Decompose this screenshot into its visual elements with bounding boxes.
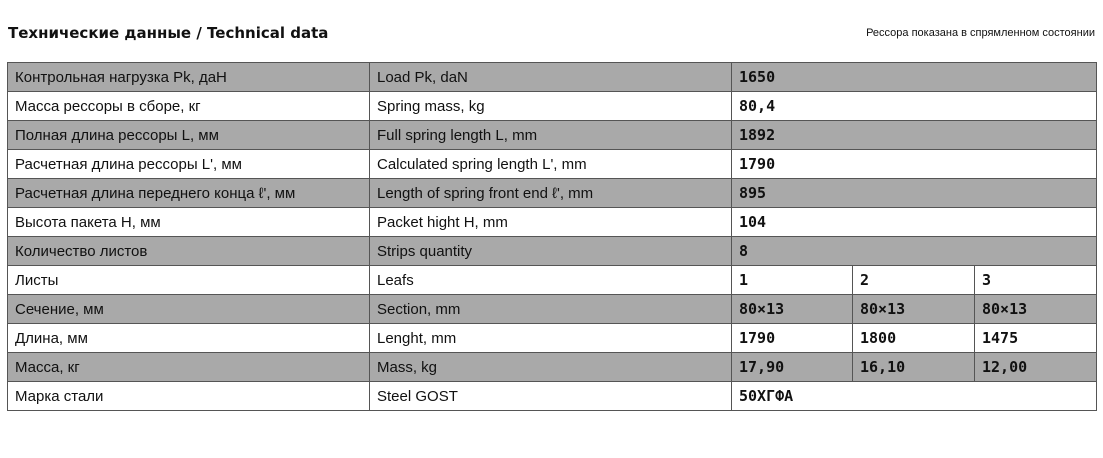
table-row — [8, 121, 1097, 150]
row-label-en: Lenght, mm — [370, 324, 732, 353]
row-value: 1790 — [732, 150, 1097, 179]
table-row — [8, 208, 1097, 237]
leaf-1-value: 1 — [732, 266, 853, 295]
row-label-ru: Расчетная длина переднего конца ℓ', мм — [8, 179, 370, 208]
table-row — [8, 353, 1097, 382]
row-value: 1892 — [732, 121, 1097, 150]
row-label-en: Length of spring front end ℓ', mm — [370, 179, 732, 208]
technical-data-table — [7, 62, 1097, 411]
table-row — [8, 92, 1097, 121]
leaf-2-value: 80×13 — [853, 295, 975, 324]
row-label-ru: Марка стали — [8, 382, 370, 411]
row-label-en: Section, mm — [370, 295, 732, 324]
row-label-en: Spring mass, kg — [370, 92, 732, 121]
table-row — [8, 266, 1097, 295]
row-label-ru: Высота пакета Н, мм — [8, 208, 370, 237]
leaf-2-value: 2 — [853, 266, 975, 295]
row-label-ru: Листы — [8, 266, 370, 295]
row-label-en: Calculated spring length L', mm — [370, 150, 732, 179]
row-value: 895 — [732, 179, 1097, 208]
leaf-1-value: 17,90 — [732, 353, 853, 382]
row-label-en: Mass, kg — [370, 353, 732, 382]
leaf-3-value: 3 — [975, 266, 1097, 295]
leaf-3-value: 12,00 — [975, 353, 1097, 382]
row-label-ru: Контрольная нагрузка Pk, даН — [8, 63, 370, 92]
row-value: 8 — [732, 237, 1097, 266]
row-label-ru: Масса рессоры в сборе, кг — [8, 92, 370, 121]
table-row — [8, 237, 1097, 266]
table-row — [8, 295, 1097, 324]
page-title: Технические данные / Technical data — [8, 24, 329, 42]
row-value: 1650 — [732, 63, 1097, 92]
table-row — [8, 150, 1097, 179]
row-label-en: Full spring length L, mm — [370, 121, 732, 150]
leaf-3-value: 1475 — [975, 324, 1097, 353]
table-row — [8, 63, 1097, 92]
leaf-2-value: 1800 — [853, 324, 975, 353]
row-label-ru: Полная длина рессоры L, мм — [8, 121, 370, 150]
row-label-ru: Масса, кг — [8, 353, 370, 382]
leaf-3-value: 80×13 — [975, 295, 1097, 324]
row-label-ru: Расчетная длина рессоры L', мм — [8, 150, 370, 179]
row-label-en: Steel GOST — [370, 382, 732, 411]
leaf-1-value: 1790 — [732, 324, 853, 353]
row-value: 104 — [732, 208, 1097, 237]
leaf-2-value: 16,10 — [853, 353, 975, 382]
row-label-ru: Сечение, мм — [8, 295, 370, 324]
row-value: 80,4 — [732, 92, 1097, 121]
leaf-1-value: 80×13 — [732, 295, 853, 324]
table-row — [8, 324, 1097, 353]
table-row — [8, 179, 1097, 208]
row-label-en: Packet hight H, mm — [370, 208, 732, 237]
table-row — [8, 382, 1097, 411]
header-note: Рессора показана в спрямленном состоянии — [866, 27, 1095, 39]
row-label-en: Leafs — [370, 266, 732, 295]
row-label-en: Load Pk, daN — [370, 63, 732, 92]
row-value: 50ХГФА — [732, 382, 1097, 411]
row-label-ru: Количество листов — [8, 237, 370, 266]
row-label-ru: Длина, мм — [8, 324, 370, 353]
row-label-en: Strips quantity — [370, 237, 732, 266]
header — [8, 24, 1095, 46]
